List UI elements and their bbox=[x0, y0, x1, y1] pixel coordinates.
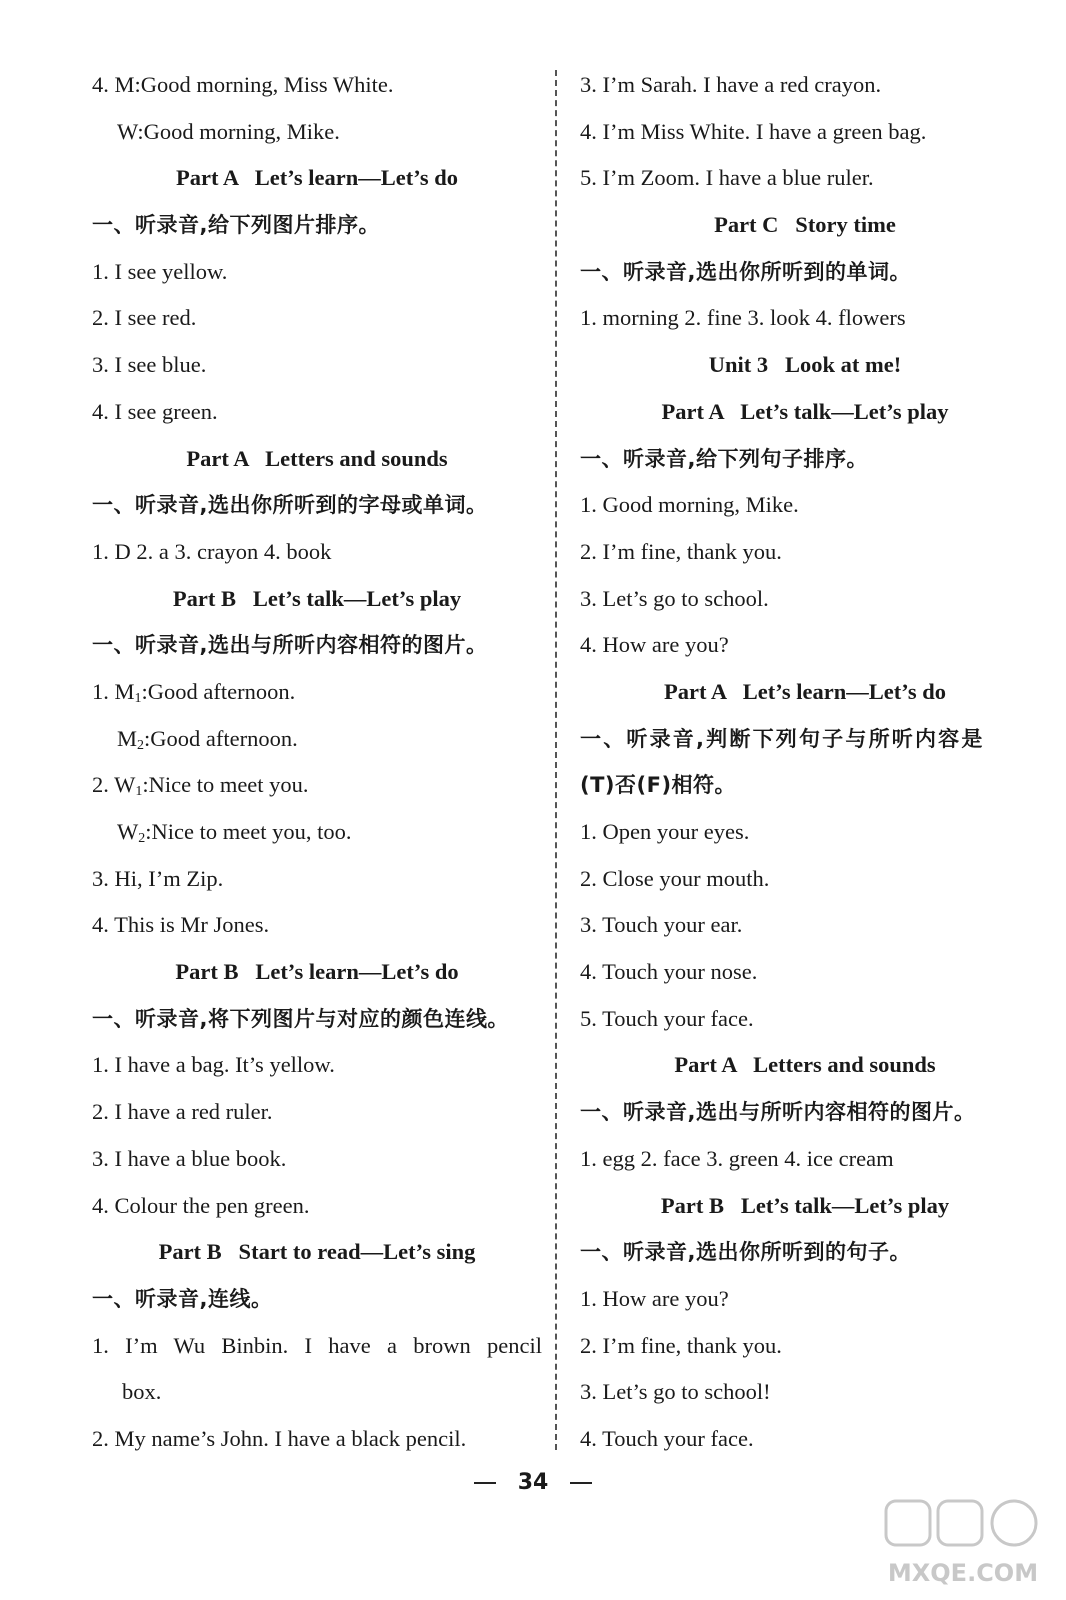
transcript-line: 4. This is Mr Jones. bbox=[92, 912, 270, 938]
exercise-instruction: (T)否(F)相符。 bbox=[580, 773, 737, 798]
section-heading: Part A Letters and sounds bbox=[186, 445, 448, 471]
speaker-subscript: 2 bbox=[137, 737, 145, 753]
speaker-label: 1. M bbox=[92, 678, 135, 704]
transcript-line: 3. I have a blue book. bbox=[92, 1145, 287, 1171]
section-heading: Part A Let’s talk—Let’s play bbox=[661, 398, 949, 424]
transcript-line: 1. D 2. a 3. crayon 4. book bbox=[92, 538, 332, 564]
transcript-line: 5. I’m Zoom. I have a blue ruler. bbox=[580, 165, 874, 191]
exercise-instruction: 一、听录音,选出你所听到的字母或单词。 bbox=[92, 493, 488, 518]
transcript-line: W:Good morning, Mike. bbox=[117, 118, 340, 144]
speaker-subscript: 2 bbox=[138, 831, 146, 846]
transcript-line: 2. I’m fine, thank you. bbox=[580, 1332, 782, 1358]
transcript-line: 4. Colour the pen green. bbox=[92, 1192, 310, 1218]
section-heading: Part B Let’s talk—Let’s play bbox=[660, 1192, 950, 1218]
footer-dash-right bbox=[570, 1482, 592, 1484]
transcript-line: 2. My name’s John. I have a black pencil. bbox=[92, 1425, 467, 1451]
transcript-line: 1. How are you? bbox=[580, 1285, 729, 1311]
dialogue-line bbox=[92, 716, 542, 763]
section-heading: Part A Letters and sounds bbox=[674, 1052, 936, 1078]
transcript-line: 4. How are you? bbox=[580, 632, 729, 658]
dialogue-text: :Nice to meet you, too. bbox=[145, 819, 352, 844]
transcript-line: 1. egg 2. face 3. green 4. ice cream bbox=[580, 1145, 894, 1171]
speaker-label: W bbox=[117, 819, 139, 844]
section-heading: Part B Let’s talk—Let’s play bbox=[172, 585, 462, 611]
exercise-instruction: 一、听录音,给下列图片排序。 bbox=[92, 213, 380, 238]
exercise-instruction: 一、听录音,将下列图片与对应的颜色连线。 bbox=[92, 1006, 509, 1031]
exercise-instruction: 一、听录音,给下列句子排序。 bbox=[580, 446, 868, 471]
section-heading: Unit 3 Look at me! bbox=[708, 352, 902, 378]
watermark-text: MXQE.COM bbox=[887, 1559, 1039, 1587]
transcript-line: 3. I’m Sarah. I have a red crayon. bbox=[580, 72, 882, 97]
exercise-instruction: 一、听录音,连线。 bbox=[92, 1286, 273, 1311]
transcript-line: 1. I have a bag. It’s yellow. bbox=[92, 1052, 335, 1078]
transcript-line: 4. Touch your nose. bbox=[580, 959, 758, 985]
transcript-line: 3. Let’s go to school! bbox=[580, 1379, 771, 1405]
transcript-line: 3. Hi, I’m Zip. bbox=[92, 865, 224, 891]
exercise-instruction: 一、听录音,选出你所听到的句子。 bbox=[580, 1240, 911, 1265]
speaker-subscript: 1 bbox=[134, 690, 142, 706]
dialogue-text: :Good afternoon. bbox=[144, 725, 298, 751]
transcript-line: 2. Close your mouth. bbox=[580, 865, 770, 891]
dialogue-line bbox=[92, 809, 542, 856]
transcript-line: 4. M:Good morning, Miss White. bbox=[92, 72, 394, 97]
section-heading: Part B Let’s learn—Let’s do bbox=[175, 959, 459, 985]
transcript-line: 1. morning 2. fine 3. look 4. flowers bbox=[580, 305, 906, 331]
transcript-line: 3. Let’s go to school. bbox=[580, 585, 769, 611]
transcript-line: 4. I’m Miss White. I have a green bag. bbox=[580, 118, 927, 144]
transcript-line: 1. Good morning, Mike. bbox=[580, 492, 799, 518]
exercise-instruction: 一、听录音,选出与所听内容相符的图片。 bbox=[92, 633, 488, 658]
transcript-line: 3. Touch your ear. bbox=[580, 912, 743, 938]
transcript-line: 1. I see yellow. bbox=[92, 258, 228, 284]
speaker-label: 2. W bbox=[92, 772, 136, 798]
dialogue-text: :Nice to meet you. bbox=[142, 772, 309, 798]
dialogue-line bbox=[92, 762, 542, 809]
section-heading: Part C Story time bbox=[714, 212, 896, 238]
right-column bbox=[580, 62, 1030, 1463]
exercise-instruction: 一、听录音,判断下列句子与所听内容是 bbox=[580, 726, 985, 751]
page-number: 34 bbox=[517, 1470, 549, 1495]
speaker-subscript: 1 bbox=[135, 784, 143, 800]
transcript-line: 1. I’m Wu Binbin. I have a brown pencil bbox=[92, 1332, 542, 1358]
speaker-label: M bbox=[117, 725, 138, 751]
transcript-line: 4. Touch your face. bbox=[580, 1425, 754, 1451]
transcript-line: 2. I’m fine, thank you. bbox=[580, 538, 782, 564]
left-column bbox=[92, 62, 542, 1463]
column-divider bbox=[555, 70, 557, 1450]
section-heading: Part A Let’s learn—Let’s do bbox=[663, 678, 947, 704]
dialogue-text: :Good afternoon. bbox=[141, 678, 296, 704]
transcript-line: 2. I see red. bbox=[92, 305, 197, 331]
footer-dash-left bbox=[474, 1482, 496, 1484]
transcript-line: box. bbox=[122, 1379, 162, 1405]
exercise-instruction: 一、听录音,选出你所听到的单词。 bbox=[580, 259, 911, 284]
transcript-line: 4. I see green. bbox=[92, 398, 218, 424]
dialogue-line bbox=[92, 669, 542, 716]
transcript-line: 1. Open your eyes. bbox=[580, 819, 750, 844]
section-heading: Part A Let’s learn—Let’s do bbox=[175, 165, 459, 191]
section-heading: Part B Start to read—Let’s sing bbox=[158, 1239, 476, 1265]
page-footer bbox=[0, 1470, 1066, 1495]
transcript-line: 2. I have a red ruler. bbox=[92, 1099, 273, 1125]
exercise-instruction: 一、听录音,选出与所听内容相符的图片。 bbox=[580, 1100, 976, 1125]
transcript-line: 5. Touch your face. bbox=[580, 1005, 754, 1031]
watermark-logo-icon bbox=[878, 1495, 1048, 1590]
transcript-line: 3. I see blue. bbox=[92, 352, 207, 378]
